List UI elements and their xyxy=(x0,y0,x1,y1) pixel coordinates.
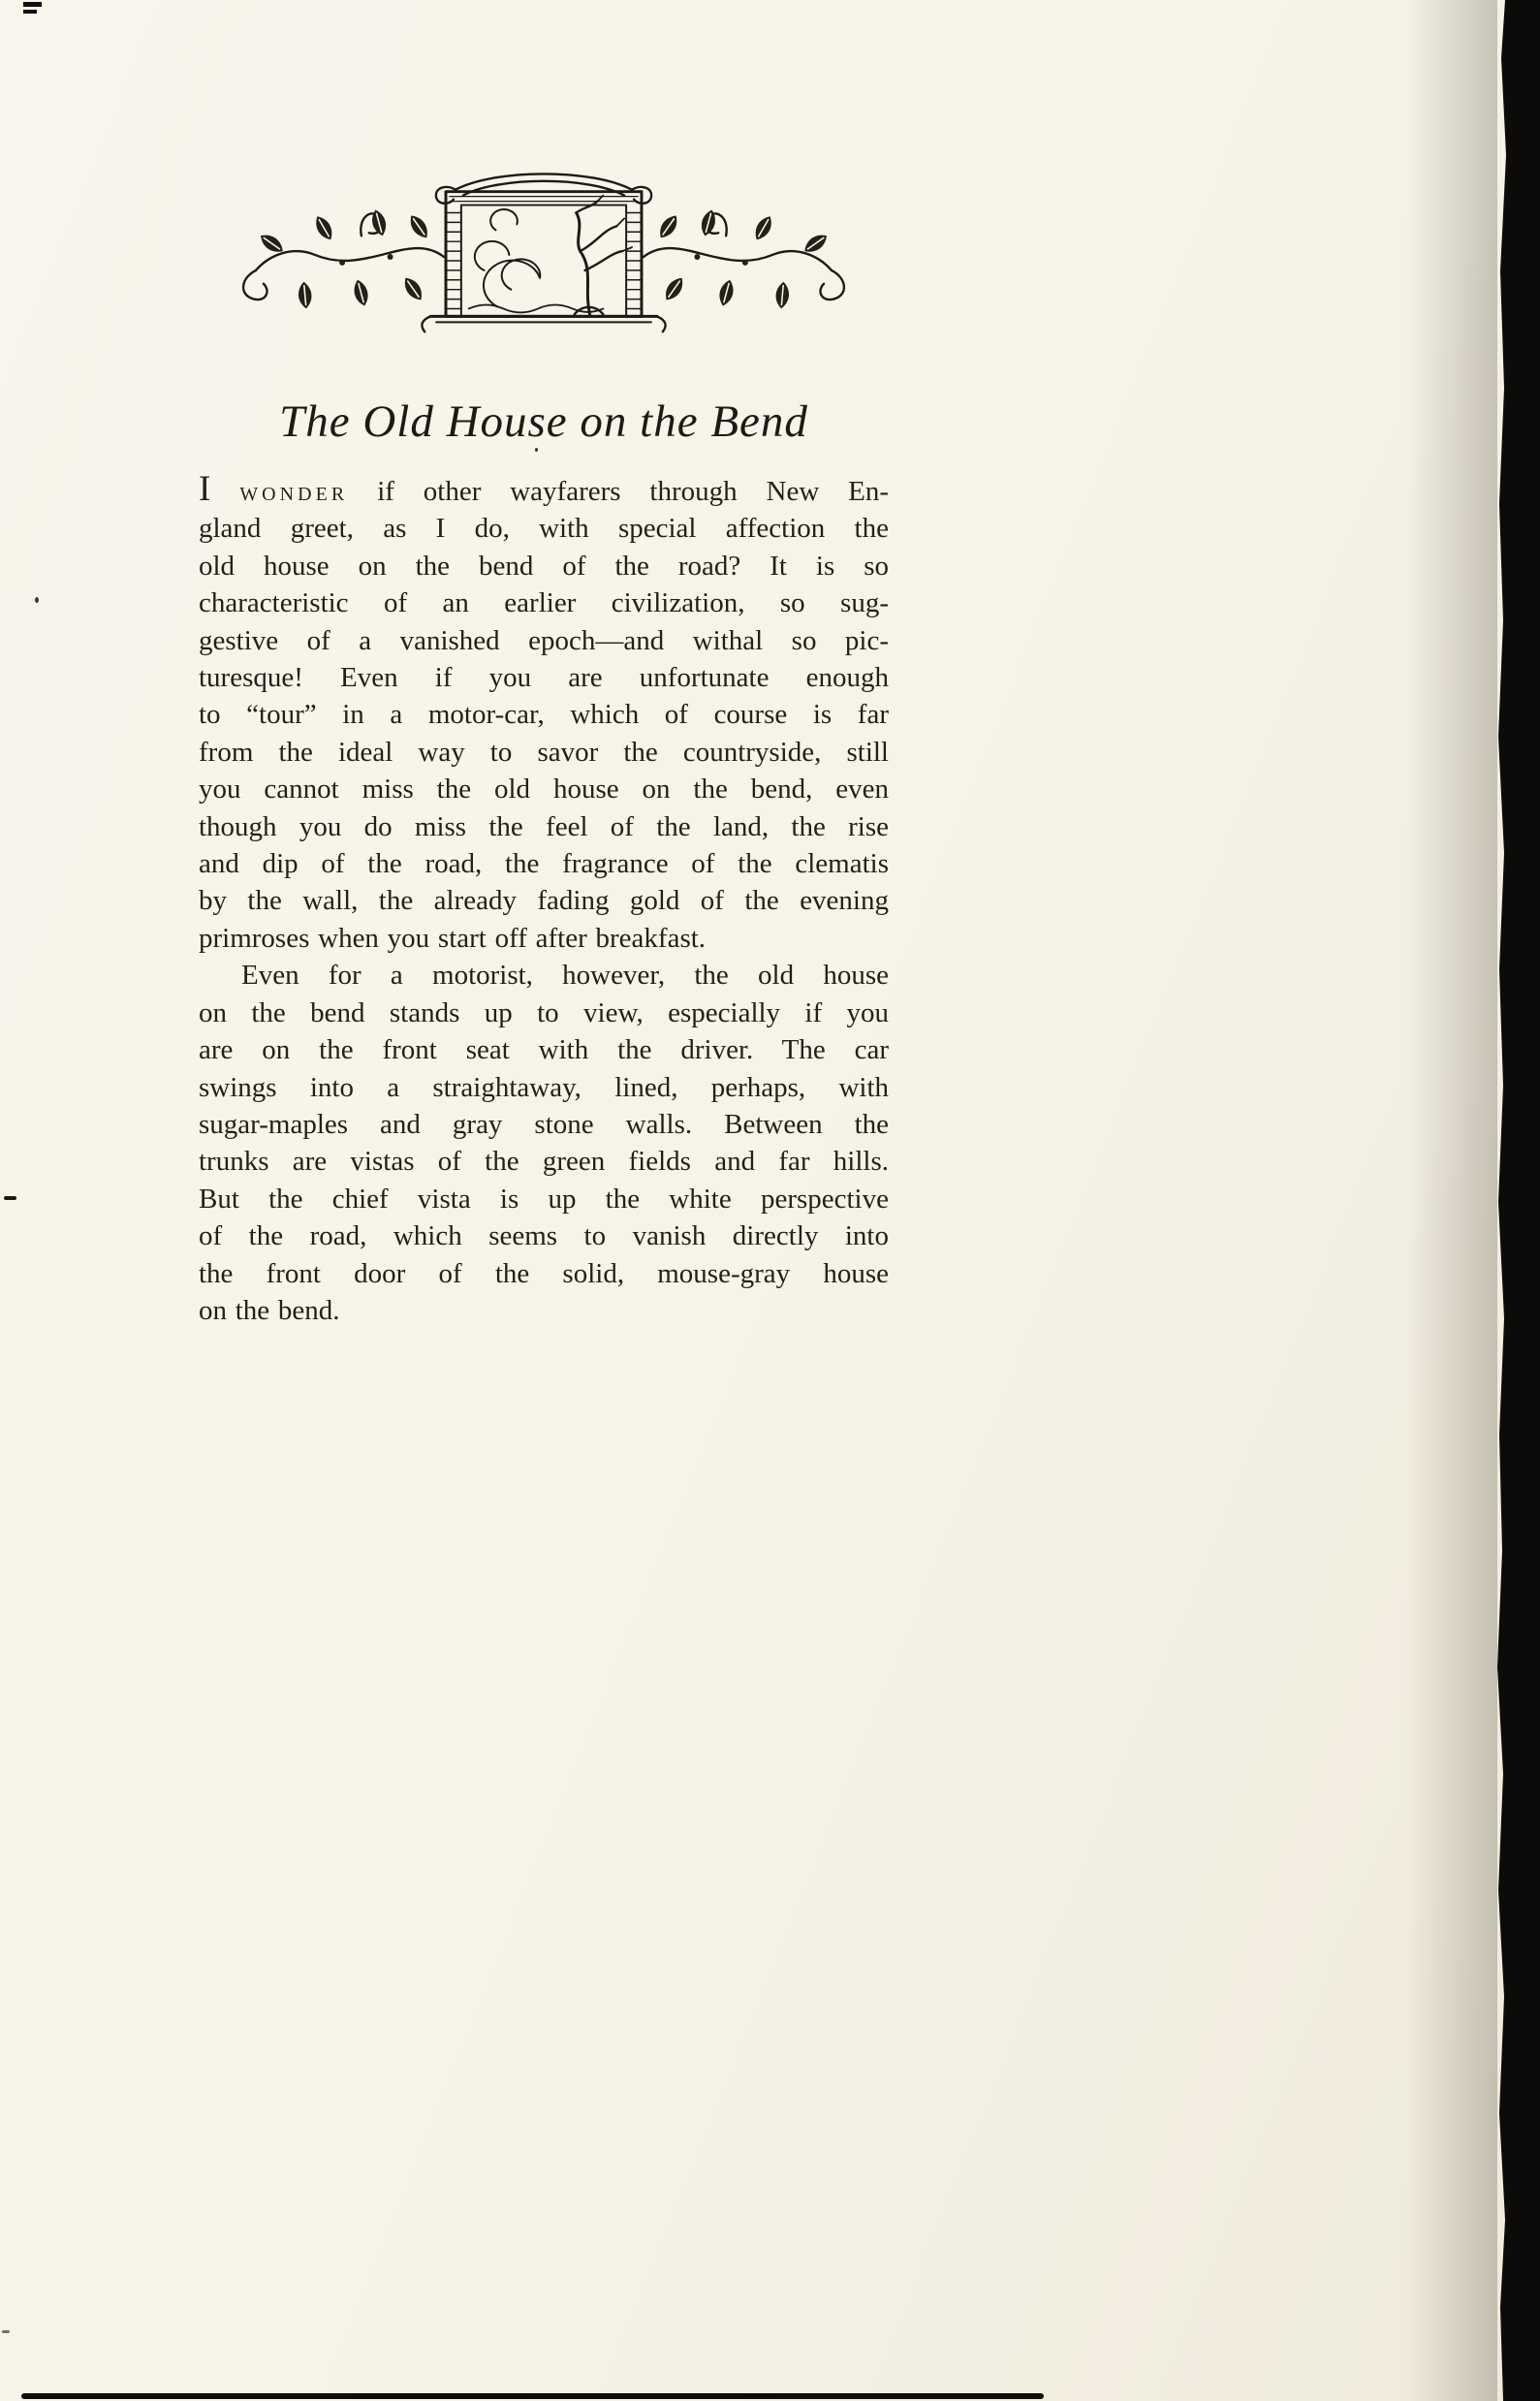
house-tree-vine-headpiece-icon xyxy=(204,163,883,355)
text-line xyxy=(199,471,889,510)
text-line: though you do miss the feel of the land, the rise xyxy=(199,810,889,842)
scan-mark-top-left xyxy=(23,2,42,14)
text-line: turesque! Even if you are unfortunate enough xyxy=(199,662,889,694)
scan-speck xyxy=(35,597,39,603)
text-line: from the ideal way to savor the countryside, still xyxy=(199,736,889,768)
text-line: are on the front seat with the driver. The car xyxy=(199,1034,889,1066)
text-line: trunks are vistas of the green fields and far hills. xyxy=(199,1146,889,1178)
text-line: and dip of the road, the fragrance of the clematis xyxy=(199,848,889,880)
text-line: of the road, which seems to vanish directly into xyxy=(199,1220,889,1252)
scan-speck xyxy=(4,1196,16,1200)
text-line: characteristic of an earlier civilization, so sug- xyxy=(199,587,889,619)
text-line: by the wall, the already fading gold of the evening xyxy=(199,885,889,917)
small-caps-word: wonder xyxy=(239,476,349,507)
initial-capital: I xyxy=(199,469,211,509)
scan-bottom-edge-line xyxy=(21,2393,1044,2399)
text-line: on the bend stands up to view, especially if you xyxy=(199,996,889,1028)
page-content-column xyxy=(199,0,889,1329)
text-line: swings into a straightaway, lined, perhaps, with xyxy=(199,1071,889,1103)
text-line: to “tour” in a motor-car, which of course is far xyxy=(199,699,889,731)
text-line: on the bend. xyxy=(199,1294,340,1326)
text-line: old house on the bend of the road? It is so xyxy=(199,550,889,582)
scan-gutter-shadow xyxy=(1405,0,1497,2401)
text-line: primroses when you start off after breakfast. xyxy=(199,922,707,954)
text-line: you cannot miss the old house on the bend, even xyxy=(199,774,889,806)
text-line: Even for a motorist, however, the old house xyxy=(241,960,889,992)
paragraph-1 xyxy=(199,471,889,957)
scan-speck xyxy=(2,2330,10,2333)
scan-edge-black-band xyxy=(1492,0,1540,2401)
chapter-title: The Old House on the Bend xyxy=(279,396,808,447)
text-line: But the chief vista is up the white perspective xyxy=(199,1183,889,1215)
paragraph-2 xyxy=(199,957,889,1329)
opening-line-rest: if other wayfarers through New En- xyxy=(377,476,890,507)
text-line: gland greet, as I do, with special affection the xyxy=(199,513,889,545)
text-line: sugar-maples and gray stone walls. Between the xyxy=(199,1108,889,1140)
text-line: gestive of a vanished epoch—and withal so pic- xyxy=(199,624,889,656)
body-text xyxy=(199,471,889,1329)
text-line: the front door of the solid, mouse-gray house xyxy=(199,1257,889,1289)
headpiece-ornament xyxy=(204,163,883,355)
